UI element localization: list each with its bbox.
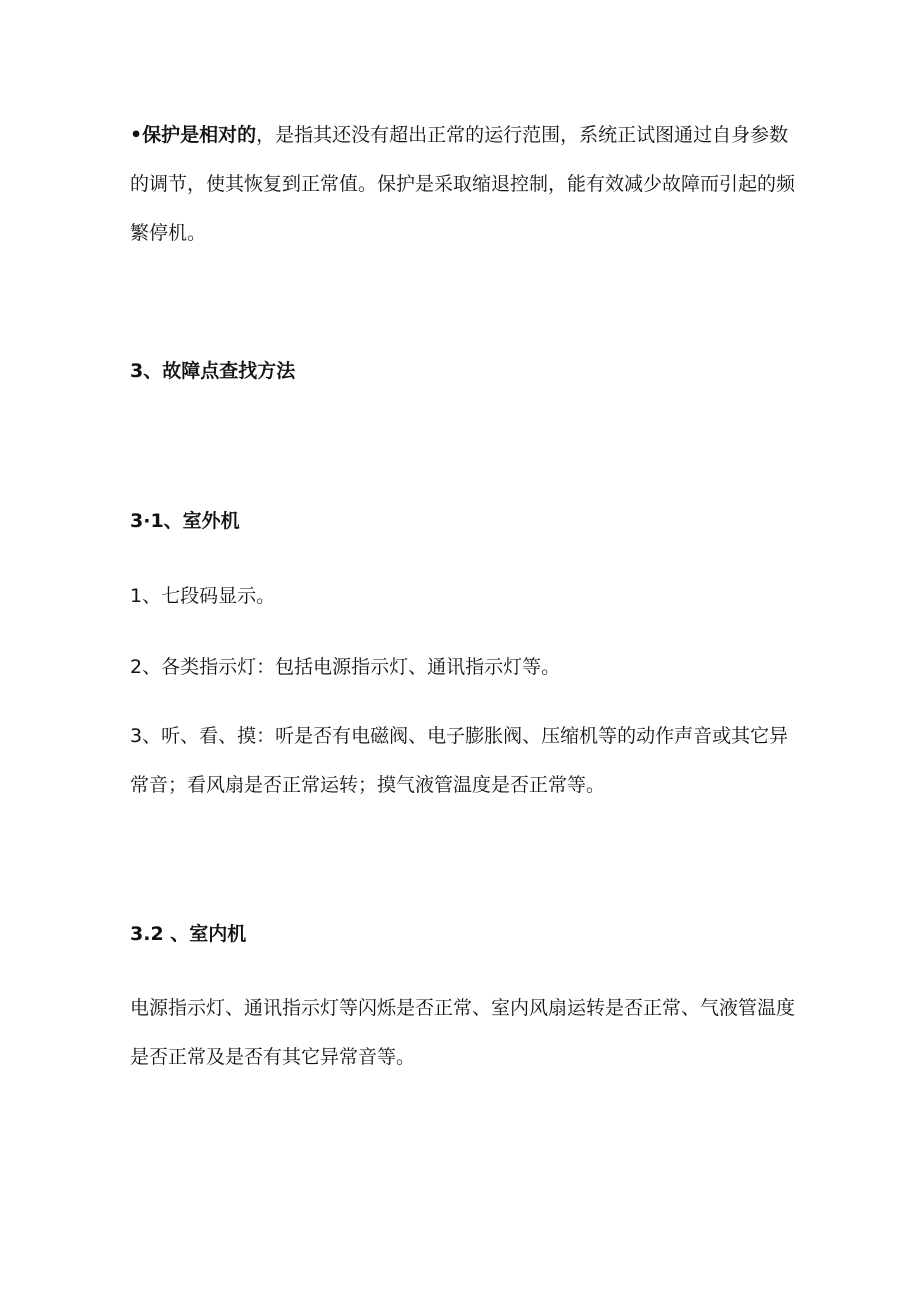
section-3-2-heading: 3.2 、室内机 [130, 923, 247, 945]
list-item: 3、听、看、摸：听是否有电磁阀、电子膨胀阀、压缩机等的动作声音或其它异常音；看风扇是否正常运转；摸气液管温度是否正常等。 [130, 725, 789, 796]
section-3-2-paragraph: 电源指示灯、通讯指示灯等闪烁是否正常、室内风扇运转是否正常、气液管温度是否正常及是否有其它异常音等。 [130, 997, 796, 1068]
section-3-heading: 3、故障点查找方法 [130, 360, 296, 382]
list-item: 2、各类指示灯：包括电源指示灯、通讯指示灯等。 [130, 656, 561, 678]
intro-paragraph [130, 111, 795, 258]
intro-bullet: • [130, 124, 143, 146]
list-item: 1、七段码显示。 [130, 585, 276, 607]
section-3-1-heading: 3·1、室外机 [130, 510, 240, 532]
intro-body-text: ，是指其还没有超出正常的运行范围，系统正试图通过自身参数的调节，使其恢复到正常值。保护是采取缩退控制，能有效减少故障而引起的频繁停机。 [130, 124, 796, 244]
intro-lead-text: 保护是相对的 [142, 124, 257, 146]
